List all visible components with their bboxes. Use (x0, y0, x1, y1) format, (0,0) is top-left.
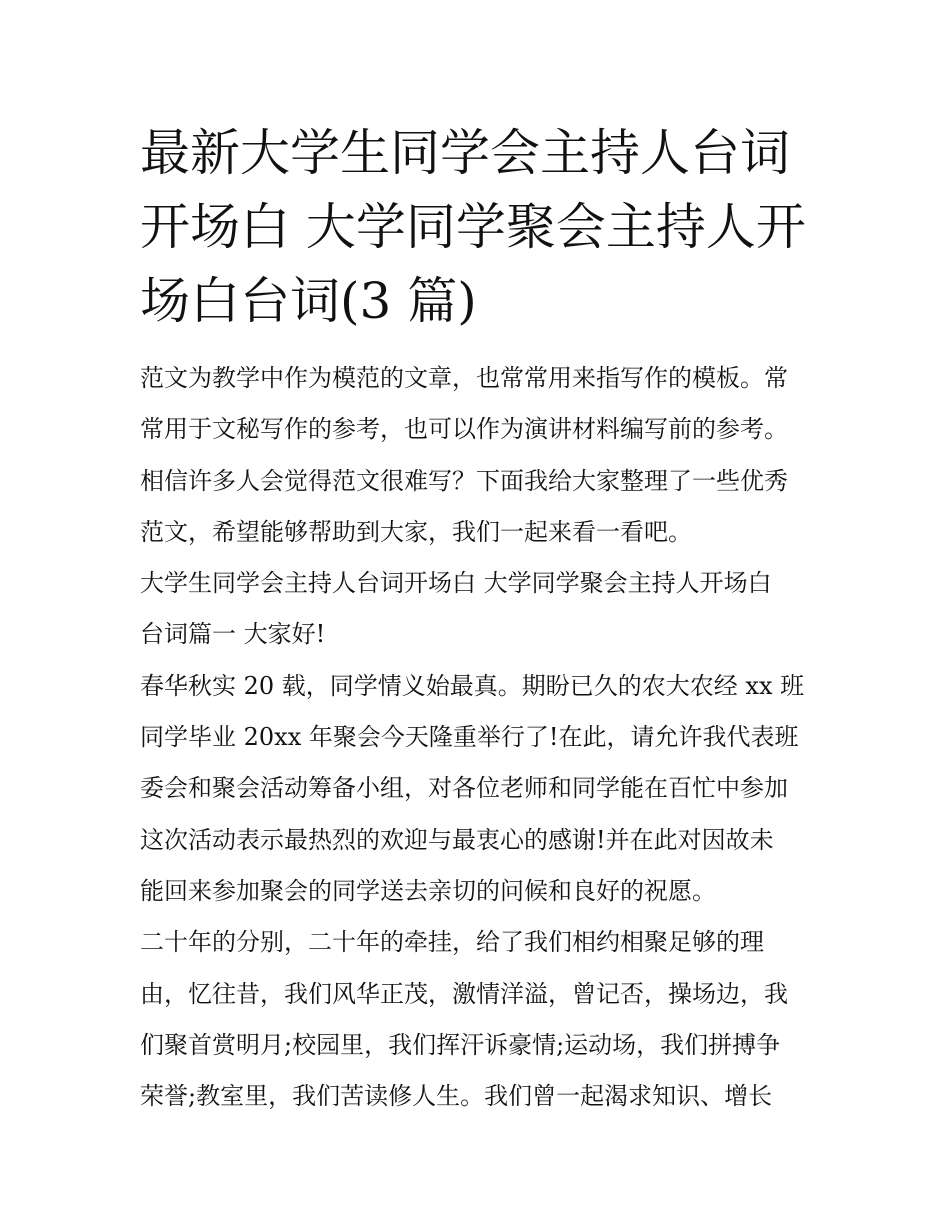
title-line: 场白台词(3 篇) (140, 272, 477, 330)
speech-paragraph-line: 能回来参加聚会的同学送去亲切的问候和良好的祝愿。 (140, 876, 716, 905)
title-line: 最新大学生同学会主持人台词 (140, 124, 790, 182)
speech-paragraph-line: 同学毕业 20xx 年聚会今天隆重举行了!在此，请允许我代表班 (140, 723, 799, 752)
speech-paragraph-line: 们聚首赏明月;校园里，我们挥汗诉豪情;运动场，我们拼搏争 (140, 1030, 781, 1059)
document-title (140, 116, 820, 338)
speech-paragraph-line: 由，忆往昔，我们风华正茂，激情洋溢，曾记否，操场边，我 (140, 979, 788, 1008)
speech-paragraph-line: 荣誉;教室里，我们苦读修人生。我们曾一起渴求知识、增长 (140, 1082, 773, 1111)
speech-paragraph-line: 这次活动表示最热烈的欢迎与最衷心的感谢!并在此对因故未 (140, 825, 774, 854)
intro-paragraph-line: 范文，希望能够帮助到大家，我们一起来看一看吧。 (140, 517, 692, 546)
section-heading-line: 台词篇一 大家好! (140, 620, 326, 649)
intro-paragraph-line: 常用于文秘写作的参考，也可以作为演讲材料编写前的参考。 (140, 415, 788, 444)
section-heading-line: 大学生同学会主持人台词开场白 大学同学聚会主持人开场白 (140, 569, 772, 598)
title-line: 开场白 大学同学聚会主持人开 (140, 198, 806, 256)
document-body (140, 353, 820, 1122)
intro-paragraph-line: 相信许多人会觉得范文很难写？下面我给大家整理了一些优秀 (140, 466, 788, 495)
speech-paragraph-line: 春华秋实 20 载，同学情义始最真。期盼已久的农大农经 xx 班 (140, 671, 805, 700)
speech-paragraph-line: 二十年的分别，二十年的牵挂，给了我们相约相聚足够的理 (140, 928, 764, 957)
document-content (140, 116, 820, 1122)
intro-paragraph-line: 范文为教学中作为模范的文章，也常常用来指写作的模板。常 (140, 364, 788, 392)
speech-paragraph-line: 委会和聚会活动筹备小组，对各位老师和同学能在百忙中参加 (140, 774, 788, 803)
